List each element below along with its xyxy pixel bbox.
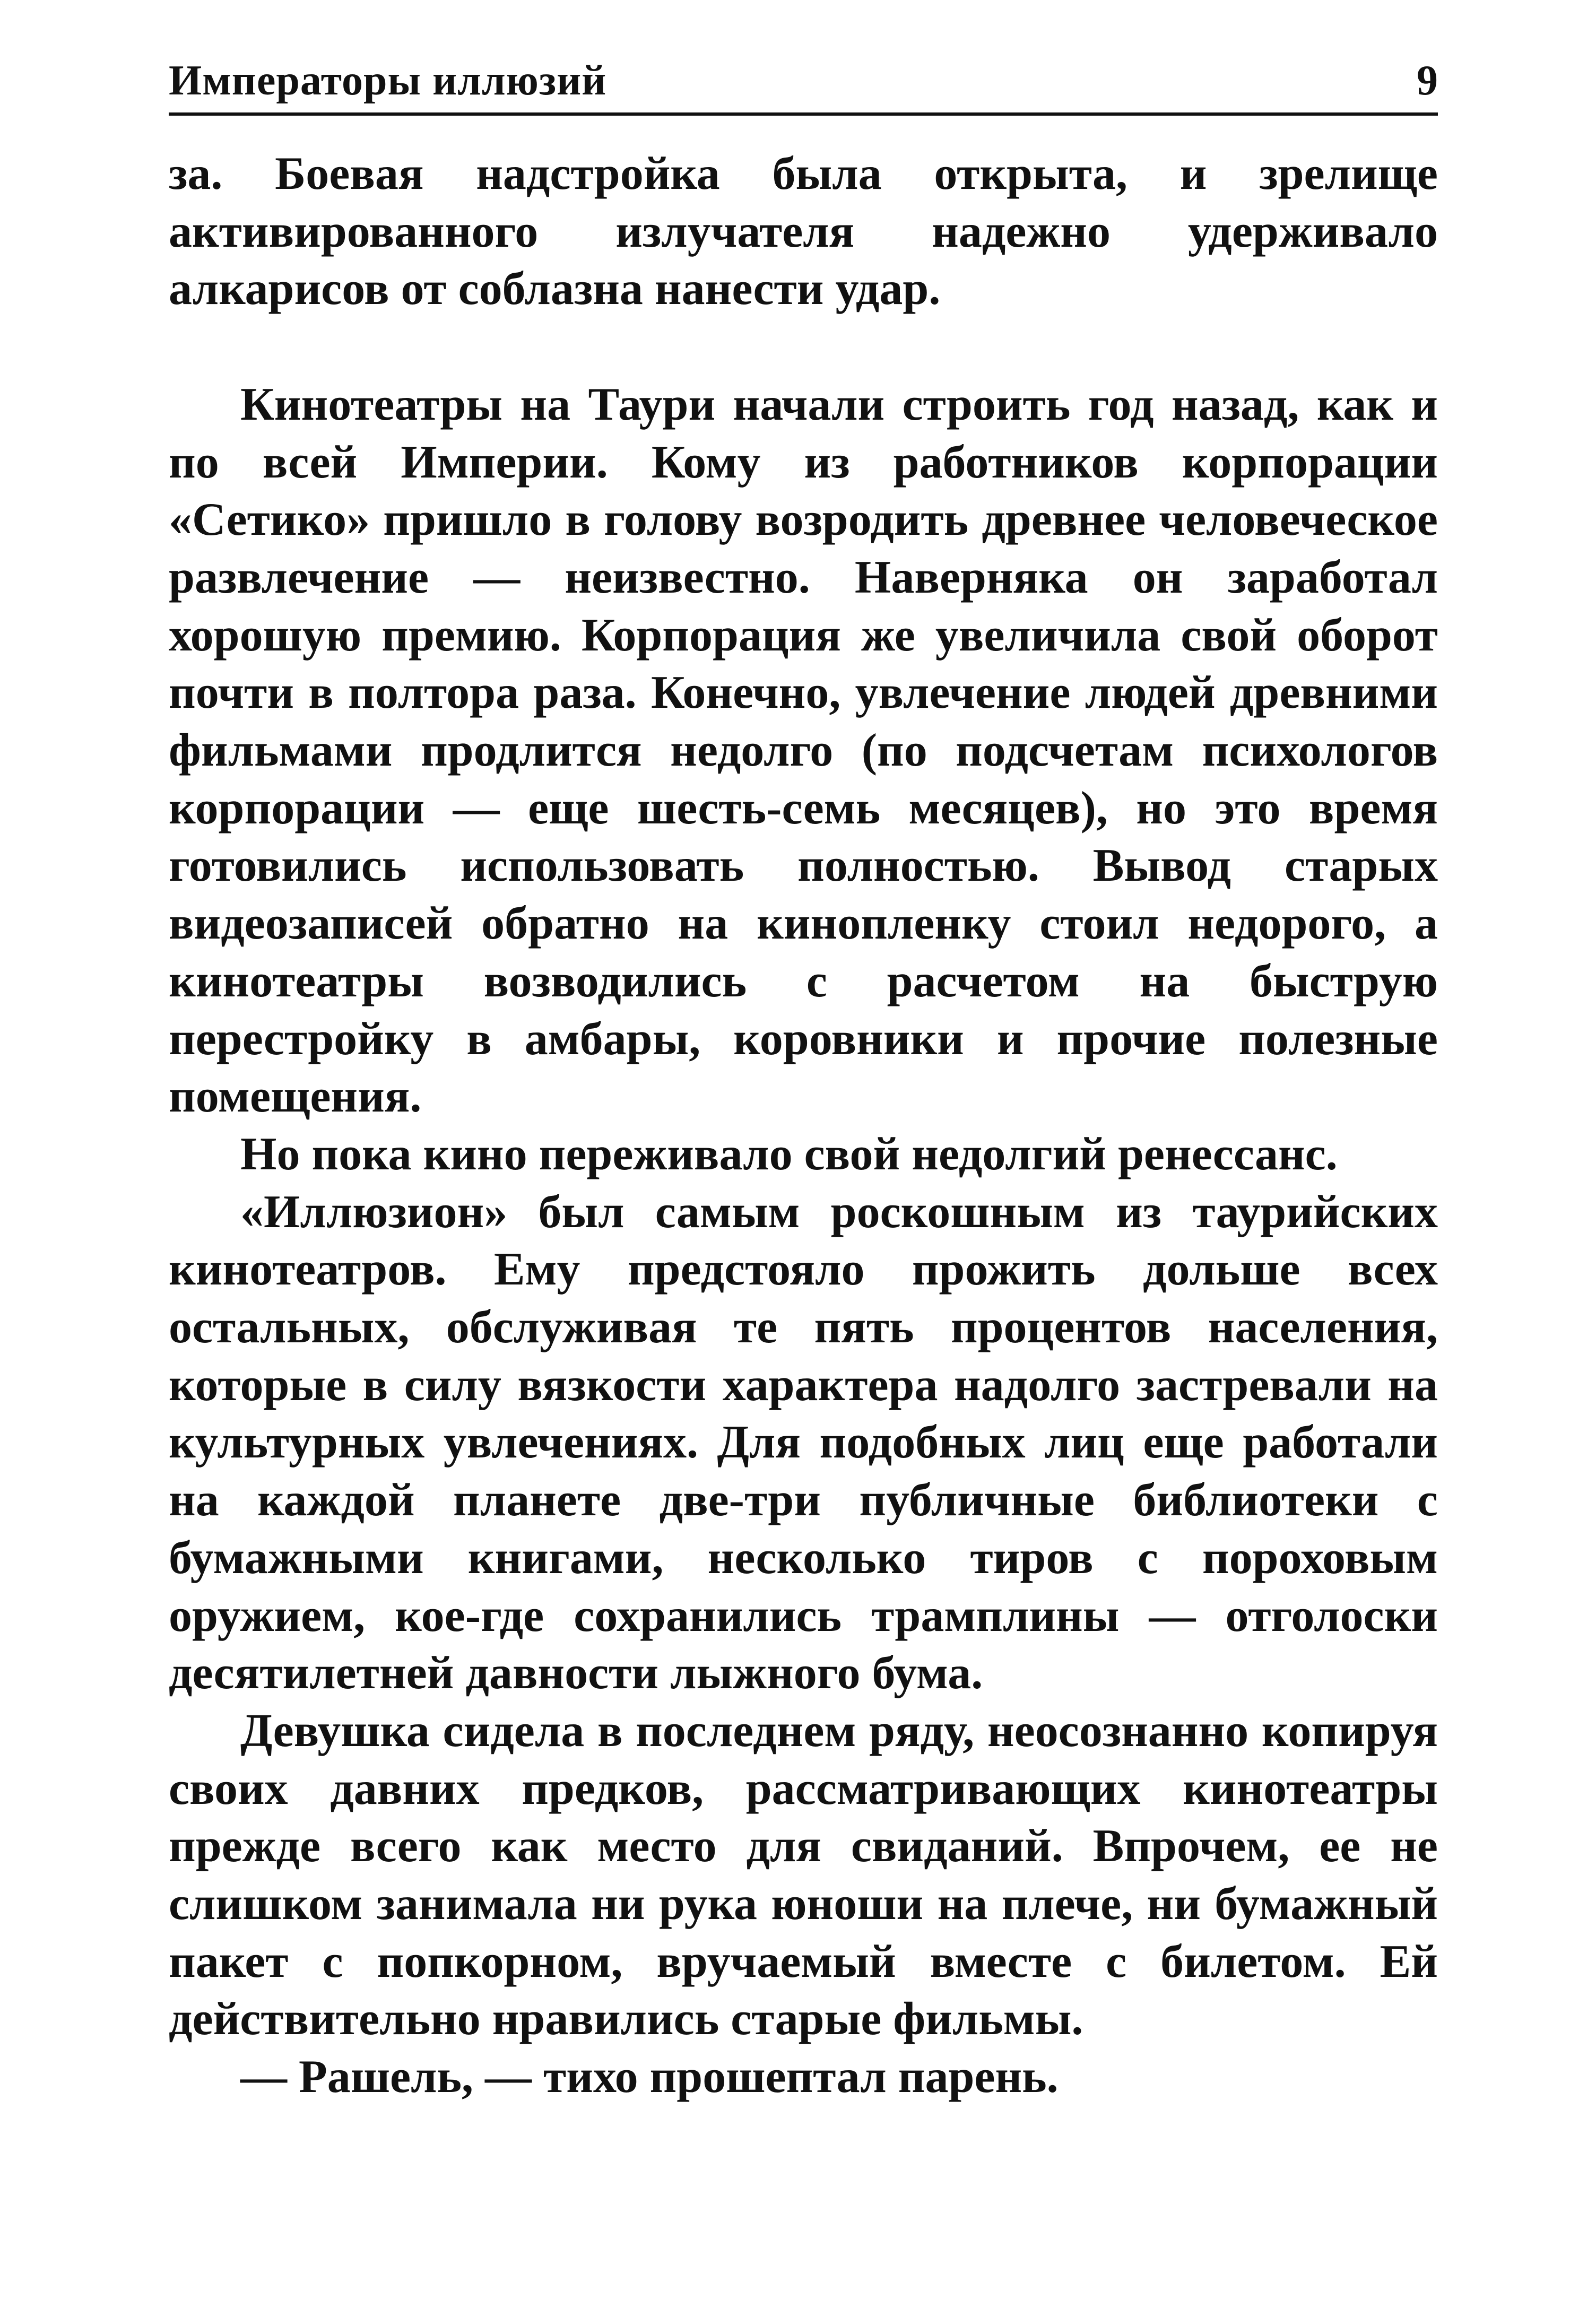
paragraph-1: за. Боевая надстройка была открыта, и зрелище активированного излучателя надежно удерживало алкарисов от соблазна нанести удар. [169,148,1438,315]
paragraph-2: Кинотеатры на Таури начали строить год назад, как и по всей Империи. Кому из работников корпорации «Сетико» пришло в голову возродить древнее человеческое развлечение — неизвестно. Наверняка он заработал хорошую премию. Корпорация же увеличила свой оборот почти в полтора раза. Конечно, увлечение людей древними фильмами продлится недолго (по подсчетам психологов корпорации — еще шесть-семь месяцев), но это время готовились использовать полностью. Вывод старых видеозаписей обратно на кинопленку стоил недорого, а кинотеатры возводились с расчетом на быструю перестройку в амбары, коровники и прочие полезные помещения. [169,378,1438,1123]
section-break [169,318,1438,376]
page-number: 9 [1417,57,1438,104]
body-text [169,145,1438,2106]
book-title: Императоры иллюзий [169,57,607,104]
paragraph-3: Но пока кино переживало свой недолгий ренессанс. [240,1128,1338,1180]
running-header [169,49,1438,116]
paragraph-4: «Иллюзион» был самым роскошным из таурийских кинотеатров. Ему предстояло прожить дольше всех остальных, обслуживая те пять процентов населения, которые в силу вязкости характера надолго застревали на культурных увлечениях. Для подобных лиц еще работали на каждой планете две-три публичные библиотеки с бумажными книгами, несколько тиров с пороховым оружием, кое-где сохранились трамплины — отголоски десятилетней давности лыжного бума. [169,1186,1438,1699]
paragraph-5: Девушка сидела в последнем ряду, неосознанно копируя своих давних предков, рассматривающих кинотеатры прежде всего как место для свиданий. Впрочем, ее не слишком занимала ни рука юноши на плече, ни бумажный пакет с попкорном, вручаемый вместе с билетом. Ей действительно нравились старые фильмы. [169,1705,1438,2045]
paragraph-6: — Рашель, — тихо прошептал парень. [240,2051,1059,2103]
